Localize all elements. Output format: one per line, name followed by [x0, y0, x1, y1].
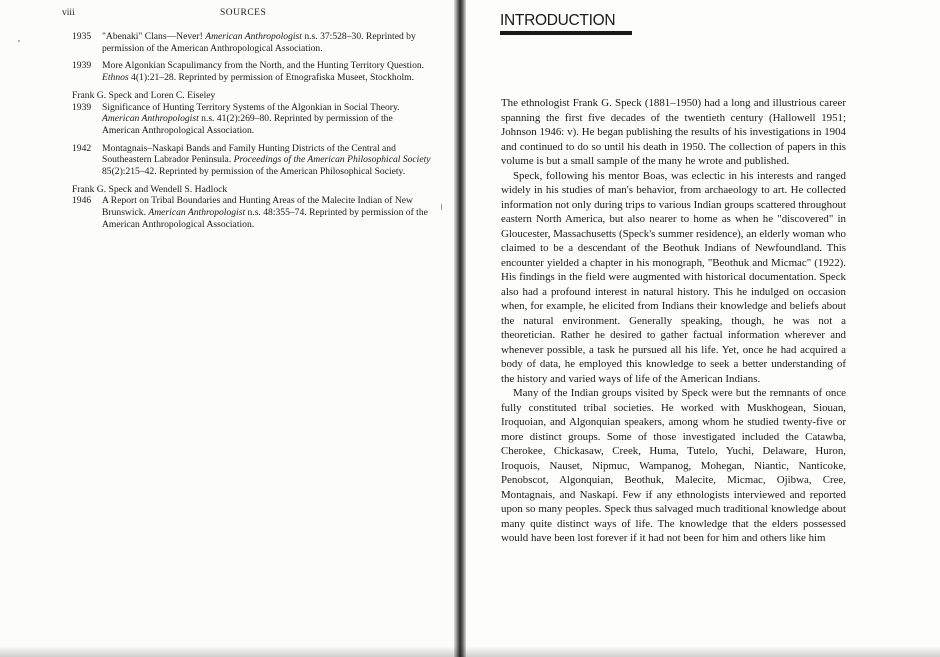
citation-details: n.s. 48:355–74. Reprinted by permission of the American Anthropological Association. — [102, 207, 428, 230]
book-gutter — [454, 0, 466, 657]
source-year: 1935 — [72, 31, 92, 42]
source-group — [72, 31, 432, 84]
introduction-text — [501, 96, 846, 546]
sources-list — [72, 31, 432, 237]
citation-journal: Ethnos — [102, 72, 129, 84]
citation-title: Montagnais–Naskapi Bands and Family Hunting Districts of the Central and Southeastern Labrador Peninsula. — [102, 142, 396, 166]
scan-speck — [441, 204, 442, 210]
source-citation — [102, 143, 432, 178]
citation-details: 85(2):215–42. Reprinted by permission of the American Philosophical Society. — [102, 166, 406, 178]
citation-journal: American Anthropologist — [205, 31, 302, 42]
source-entry — [72, 31, 432, 54]
source-year: 1939 — [72, 60, 92, 72]
section-title: INTRODUCTION — [500, 12, 616, 29]
source-entry — [72, 143, 432, 178]
citation-details: n.s. 37:528–30. Reprinted by permission of the American Anthropological Association. — [102, 31, 416, 54]
source-entry — [72, 195, 432, 230]
paragraph: The ethnologist Frank G. Speck (1881–1950) had a long and illustrious career spanning the first five decades of the twentieth century (Hallowell 1951; Johnson 1946: v). He began publishing the results of his investigations in 1904 and continued to do so until his death in 1950. The collection of papers in this volume is but a small sample of the many he wrote and published. — [501, 97, 846, 167]
citation-title: Significance of Hunting Territory Systems of the Algonkian in Social Theory. — [102, 101, 400, 113]
source-citation — [102, 31, 432, 54]
paragraph: Speck, following his mentor Boas, was eclectic in his interests and ranged widely in his studies of man's behavior, from archaeology to art. He collected information not only during trips to various Indian groups scattered throughout eastern North America, but also nearer to home as when he "discovered" in Gloucester, Massachusetts (Speck's summer residence), an elderly woman who claimed to be a descendant of the Beothuk Indians of Newfoundland. This encounter yielded a chapter in his monograph, "Beothuk and Micmac" (1922). His findings in the field were augmented with historical documentation. Speck also had a profound interest in natural history. This he indulged on occasion when, for example, he elicited from Indians their knowledge and beliefs about the natural environment. Generally speaking, though, he was not a theoretician. Rather he desired to gather factual information wherever and whenever possible, a task he pursued all his life. Yet, once he had acquired a body of data, he employed this knowledge to seek a better understanding of the history and varied ways of life of the American Indians. — [501, 169, 846, 385]
source-year: 1946 — [72, 195, 92, 207]
scan-speck — [18, 40, 20, 42]
paragraph: Many of the Indian groups visited by Speck were but the remnants of once fully constituted tribal societies. He worked with Muskhogean, Siouan, Iroquoian, and Algonquian speakers, among whom he studied twenty-five or more distinct groups. Some of those investigated included the Catawba, Cherokee, Chickasaw, Creek, Huma, Tutelo, Yuchi, Delaware, Huron, Iroquois, Nauset, Nipmuc, Wampanog, Mohegan, Niantic, Nanticoke, Penobscot, Algonquian, Beothuk, Malecite, Micmac, Ojibwa, Cree, Montagnais, and Naskapi. Few if any ethnologists interviewed and reported upon so many peoples. Speck thus salvaged much traditional knowledge about many quite distinct ways of life. The knowledge that the elders possessed would have been lost forever if it had not been for him and others like him — [501, 387, 846, 544]
source-entry — [72, 102, 432, 137]
source-citation — [102, 60, 432, 83]
citation-journal: American Anthropologist — [148, 207, 246, 219]
running-title: SOURCES — [220, 8, 267, 18]
scan-bottom-shadow — [0, 646, 940, 657]
source-citation — [102, 195, 432, 230]
left-page — [0, 0, 454, 657]
citation-journal: American Anthropologist — [102, 113, 199, 125]
source-year: 1939 — [72, 101, 92, 113]
source-citation — [102, 102, 432, 137]
source-group — [72, 184, 432, 231]
citation-details: n.s. 41(2):269–80. Reprinted by permission of the American Anthropological Association. — [102, 113, 393, 136]
citation-title: A Report on Tribal Boundaries and Hunting Areas of the Malecite Indian of New Brunswick. — [102, 195, 413, 219]
source-entry — [72, 60, 432, 83]
citation-journal: Proceedings of the American Philosophical Society — [233, 154, 431, 166]
citation-details: 4(1):21–28. Reprinted by permission of Etnografiska Museet, Stockholm. — [128, 72, 415, 84]
page-number: viii — [62, 8, 75, 18]
source-author: Frank G. Speck and Wendell S. Hadlock — [72, 183, 228, 195]
source-group — [72, 90, 432, 178]
title-rule — [500, 31, 632, 35]
citation-title: More Algonkian Scapulimancy from the North, and the Hunting Territory Question. — [102, 60, 425, 72]
source-year: 1942 — [72, 142, 92, 154]
citation-title: "Abenaki" Clans—Never! — [102, 31, 206, 42]
source-author: Frank G. Speck and Loren C. Eiseley — [72, 89, 216, 101]
right-page — [466, 0, 940, 657]
